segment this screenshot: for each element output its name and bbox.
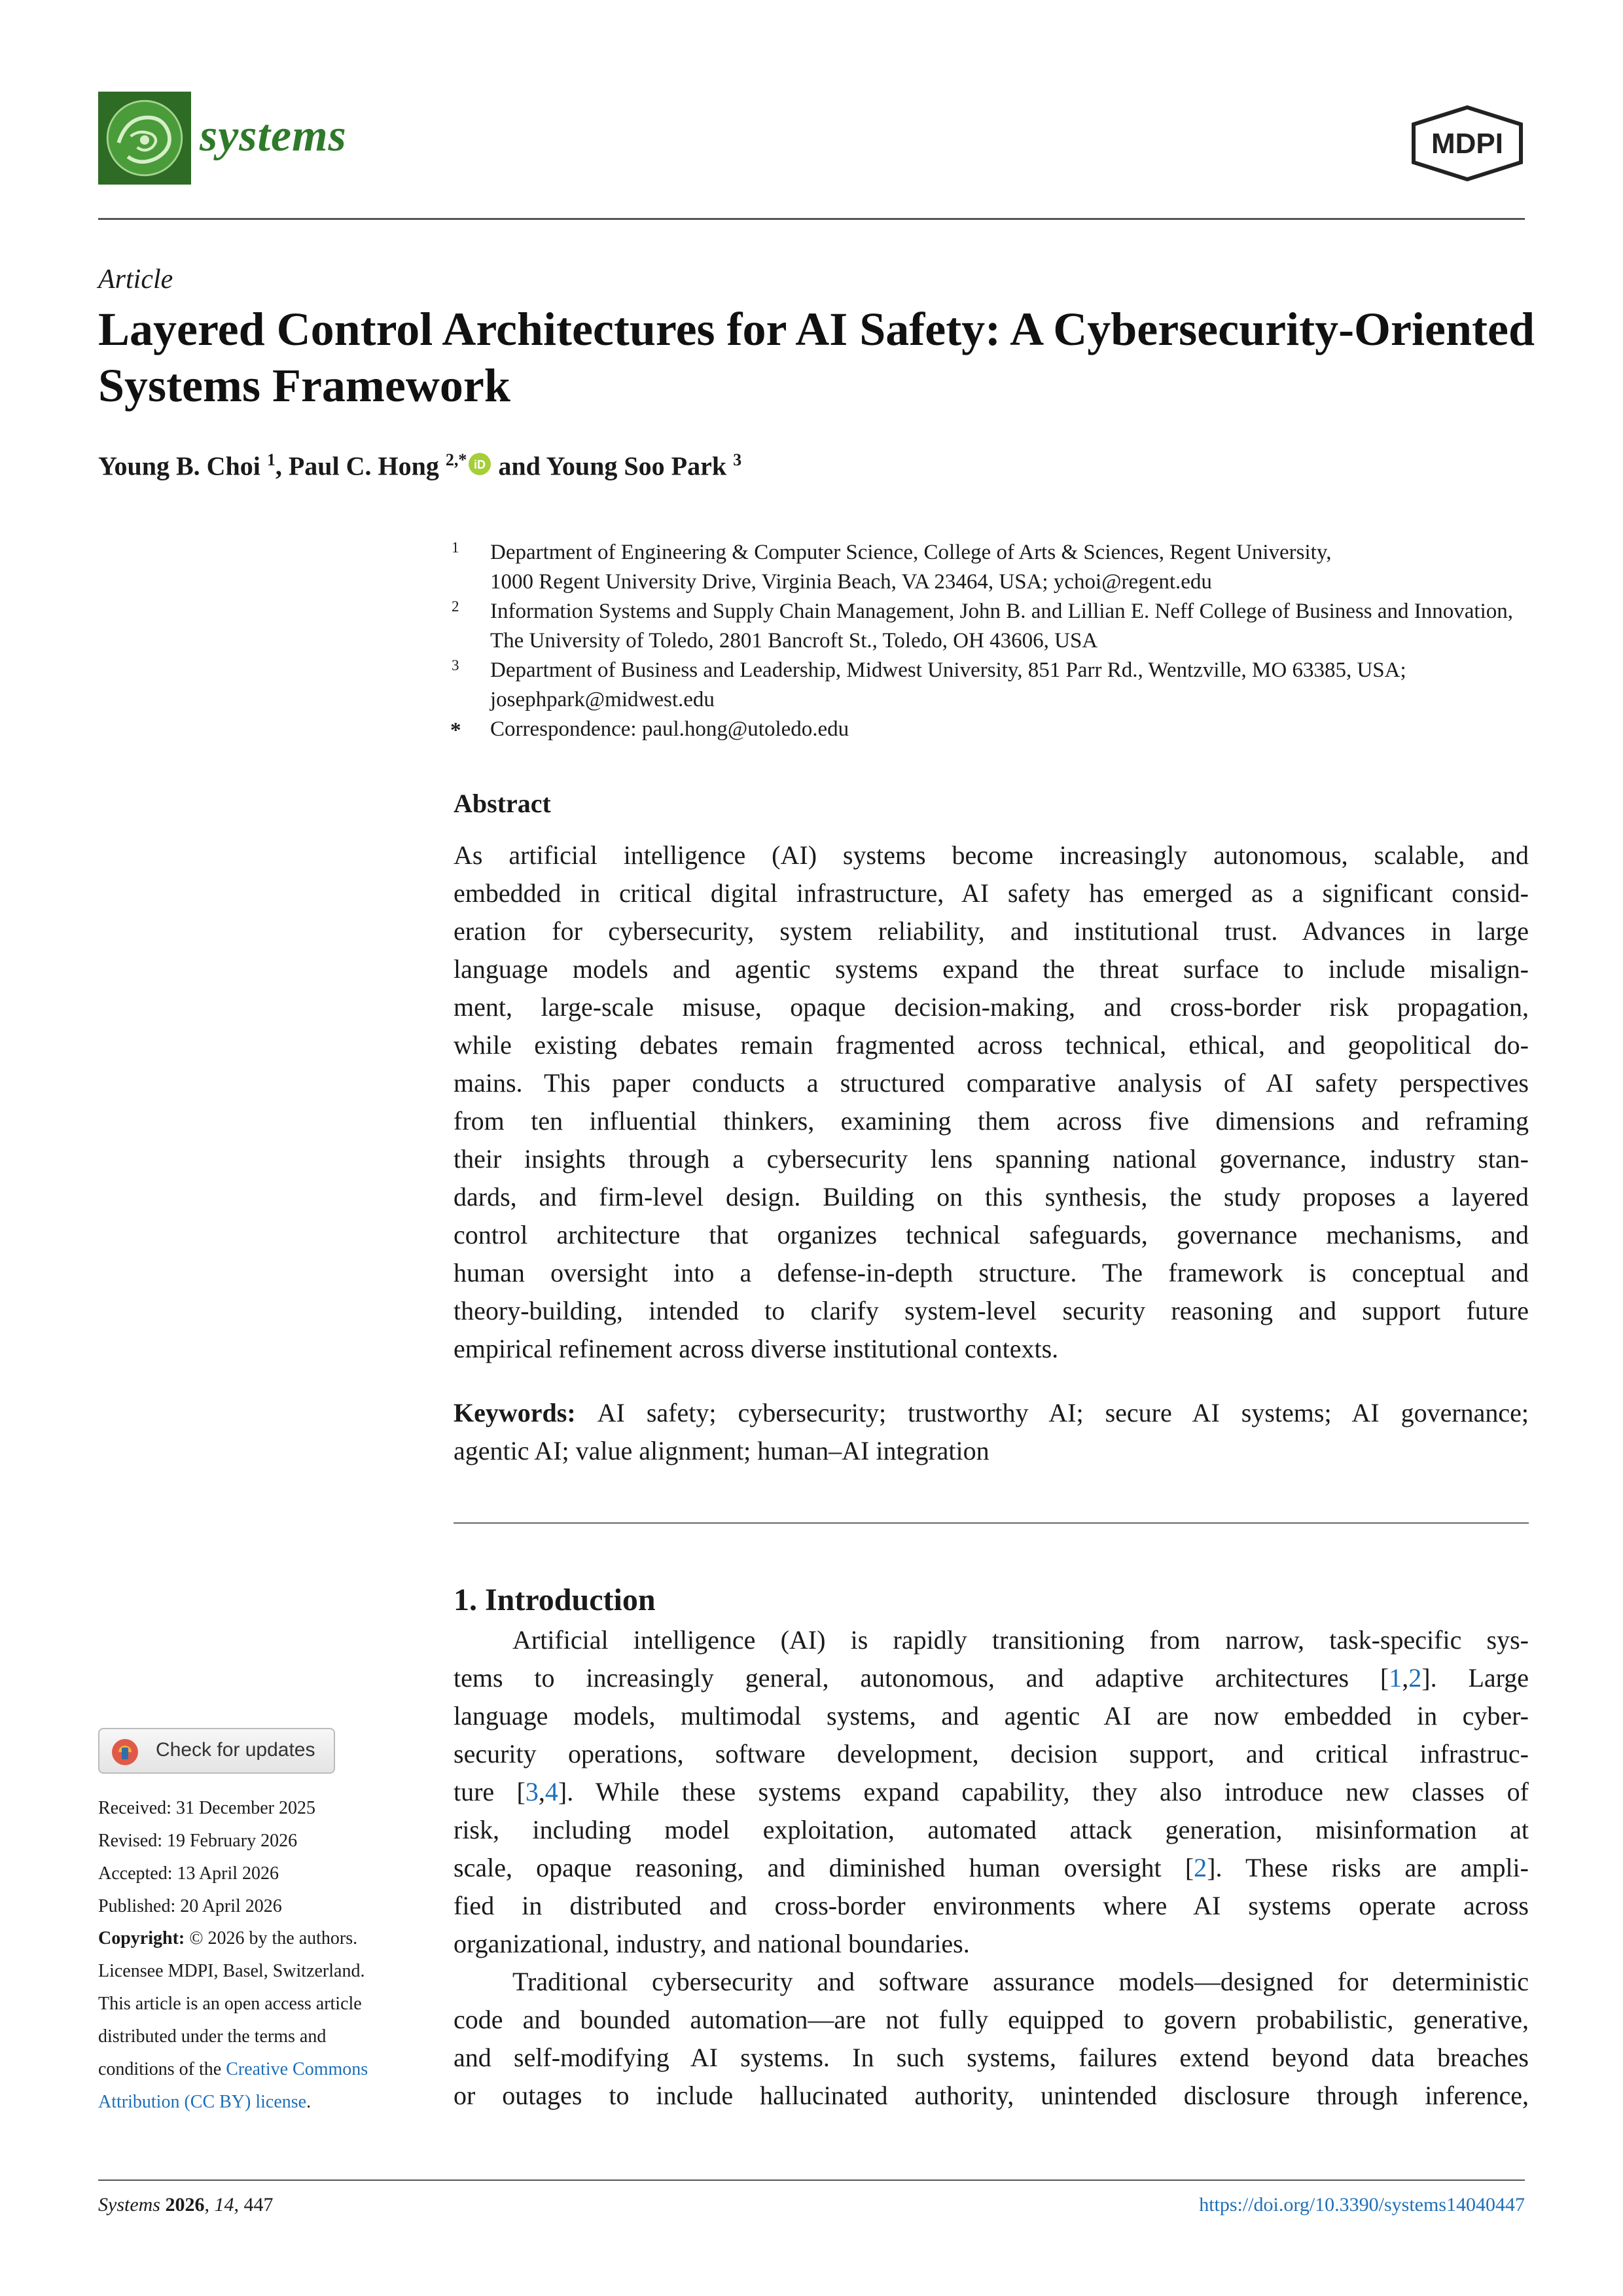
affiliation-item xyxy=(452,597,1531,656)
body-line: or outages to include hallucinated authority, unintended disclosure through inference, xyxy=(454,2081,1529,2110)
license-link[interactable]: Creative Commons xyxy=(226,2059,368,2079)
doi-link[interactable]: https://doi.org/10.3390/systems14040447 xyxy=(1199,2194,1525,2215)
body-line: ture [3,4]. While these systems expand capability, they also introduce new classes of xyxy=(454,1777,1529,1806)
author-affiliation-mark: 3 xyxy=(733,450,742,469)
body-line: tems to increasingly general, autonomous, and adaptive architectures [1,2]. Large xyxy=(454,1663,1529,1693)
correspondence-mark: * xyxy=(450,719,461,742)
copyright-label: Copyright: xyxy=(98,1928,185,1948)
svg-text:iD: iD xyxy=(474,458,486,472)
date-revised: Revised: 19 February 2026 xyxy=(98,1831,298,1851)
date-accepted: Accepted: 13 April 2026 xyxy=(98,1863,279,1884)
orcid-icon[interactable] xyxy=(468,452,491,476)
abstract-divider xyxy=(454,1522,1529,1524)
author-list: Young B. Choi $^1$, Paul C. Hong $^{2,*}$ iD and Young Soo Park $^3$ xyxy=(98,450,742,481)
abstract-line: their insights through a cybersecurity lens spanning national governance, industry stan- xyxy=(454,1144,1529,1174)
abstract-line: while existing debates remain fragmented across technical, ethical, and geopolitical do- xyxy=(454,1030,1529,1060)
check-for-updates-button[interactable] xyxy=(98,1728,335,1774)
body-line: fied in distributed and cross-border environments where AI systems operate across xyxy=(454,1891,1529,1920)
abstract-line: from ten influential thinkers, examining them across five dimensions and reframing xyxy=(454,1106,1529,1136)
abstract-line: eration for cybersecurity, system reliability, and institutional trust. Advances in large xyxy=(454,916,1529,946)
citation-link[interactable]: 2 xyxy=(1408,1663,1422,1693)
body-line: security operations, software development, decision support, and critical infrastruc- xyxy=(454,1739,1529,1768)
affiliation-item xyxy=(452,538,1531,597)
article-type: Article xyxy=(98,264,173,295)
correspondence-line[interactable]: Correspondence: paul.hong@utoledo.edu xyxy=(490,717,849,741)
citation-link[interactable]: 1 xyxy=(1389,1663,1402,1693)
citation-link[interactable]: 2 xyxy=(1194,1853,1207,1882)
section-heading: 1. Introduction xyxy=(454,1583,656,1617)
citation-link[interactable]: 3 xyxy=(525,1777,539,1806)
abstract-body xyxy=(454,836,1529,1368)
author-name[interactable]: Young Soo Park xyxy=(546,451,727,481)
date-published: Published: 20 April 2026 xyxy=(98,1896,282,1916)
abstract-line: dards, and firm-level design. Building on this synthesis, the study proposes a layered xyxy=(454,1182,1529,1211)
body-line: Artificial intelligence (AI) is rapidly transitioning from narrow, task-specific sys- xyxy=(512,1625,1529,1655)
keywords-line: AI safety; cybersecurity; trustworthy AI; secure AI systems; AI governance; xyxy=(597,1398,1529,1427)
affiliation-line: 1000 Regent University Drive, Virginia Beach, VA 23464, USA; ychoi@regent.edu xyxy=(490,570,1212,594)
paper-title: Layered Control Architectures for AI Safety: A Cybersecurity-Oriented Systems Framework xyxy=(98,303,1535,412)
keywords-label: Keywords: xyxy=(454,1398,576,1427)
abstract-line: human oversight into a defense-in-depth structure. The framework is conceptual and xyxy=(454,1258,1529,1287)
affiliation-item xyxy=(452,656,1531,715)
header-divider xyxy=(98,218,1525,220)
affiliation-line: Department of Business and Leadership, Midwest University, 851 Parr Rd., Wentzville, MO 63385, USA; xyxy=(490,658,1406,682)
abstract-heading: Abstract xyxy=(454,789,551,818)
author-affiliation-mark: 1 xyxy=(266,450,276,469)
check-updates-icon xyxy=(110,1737,140,1767)
abstract-line: mains. This paper conducts a structured comparative analysis of AI safety perspectives xyxy=(454,1068,1529,1098)
copyright-notice: Copyright: © 2026 by the authors. Licensee MDPI, Basel, Switzerland. This article is an open access article distributed under the terms and conditions of the Creative Commons Attribution (CC BY) license. xyxy=(98,1928,368,2112)
abstract-line: language models and agentic systems expand the threat surface to include misalign- xyxy=(454,954,1529,984)
footer-citation: Systems 2026, 14, 447 xyxy=(98,2194,274,2215)
keywords-block xyxy=(454,1394,1529,1470)
date-received: Received: 31 December 2025 xyxy=(98,1798,315,1818)
check-updates-label: Check for updates xyxy=(156,1739,315,1761)
affiliation-line: Information Systems and Supply Chain Management, John B. and Lillian E. Neff College of Business and Innovation, xyxy=(490,600,1514,623)
abstract-line: embedded in critical digital infrastructure, AI safety has emerged as a significant consid- xyxy=(454,878,1529,908)
introduction-body xyxy=(454,1621,1529,2115)
affiliation-mark: 3 xyxy=(452,657,459,673)
affiliation-line: Department of Engineering & Computer Science, College of Arts & Sciences, Regent University, xyxy=(490,541,1332,564)
author-affiliation-mark: 2,* xyxy=(445,450,467,469)
author-name[interactable]: Paul C. Hong xyxy=(288,451,439,481)
body-line: scale, opaque reasoning, and diminished human oversight [2]. These risks are ampli- xyxy=(454,1853,1529,1882)
journal-emblem-icon xyxy=(98,92,191,185)
body-line: organizational, industry, and national boundaries. xyxy=(454,1929,970,1958)
abstract-line: As artificial intelligence (AI) systems become increasingly autonomous, scalable, and xyxy=(454,840,1529,870)
abstract-line: empirical refinement across diverse institutional contexts. xyxy=(454,1334,1059,1363)
keywords-line: agentic AI; value alignment; human–AI integration xyxy=(454,1436,990,1465)
svg-text:MDPI: MDPI xyxy=(1431,128,1503,160)
correspondence-item xyxy=(450,715,1531,744)
affiliation-line: The University of Toledo, 2801 Bancroft St., Toledo, OH 43606, USA xyxy=(490,629,1098,653)
body-line: and self-modifying AI systems. In such systems, failures extend beyond data breaches xyxy=(454,2043,1529,2072)
author-name[interactable]: Young B. Choi xyxy=(98,451,260,481)
body-line: language models, multimodal systems, and agentic AI are now embedded in cyber- xyxy=(454,1701,1529,1731)
body-line: risk, including model exploitation, automated attack generation, misinformation at xyxy=(454,1815,1529,1844)
mdpi-logo[interactable] xyxy=(1406,105,1529,182)
affiliation-mark: 2 xyxy=(452,598,459,615)
citation-link[interactable]: 4 xyxy=(544,1777,558,1806)
body-line: Traditional cybersecurity and software assurance models—designed for deterministic xyxy=(512,1967,1529,1996)
abstract-line: control architecture that organizes technical safeguards, governance mechanisms, and xyxy=(454,1220,1529,1249)
license-link[interactable]: Attribution (CC BY) license xyxy=(98,2092,307,2112)
body-line: code and bounded automation—are not fully equipped to govern probabilistic, generative, xyxy=(454,2005,1529,2034)
affiliation-line: josephpark@midwest.edu xyxy=(490,688,715,711)
abstract-line: ment, large-scale misuse, opaque decision-making, and cross-border risk propagation, xyxy=(454,992,1529,1022)
abstract-line: theory-building, intended to clarify system-level security reasoning and support future xyxy=(454,1296,1529,1325)
footer-divider xyxy=(98,2179,1525,2181)
affiliation-mark: 1 xyxy=(452,539,459,556)
journal-name[interactable]: systems xyxy=(200,111,347,161)
